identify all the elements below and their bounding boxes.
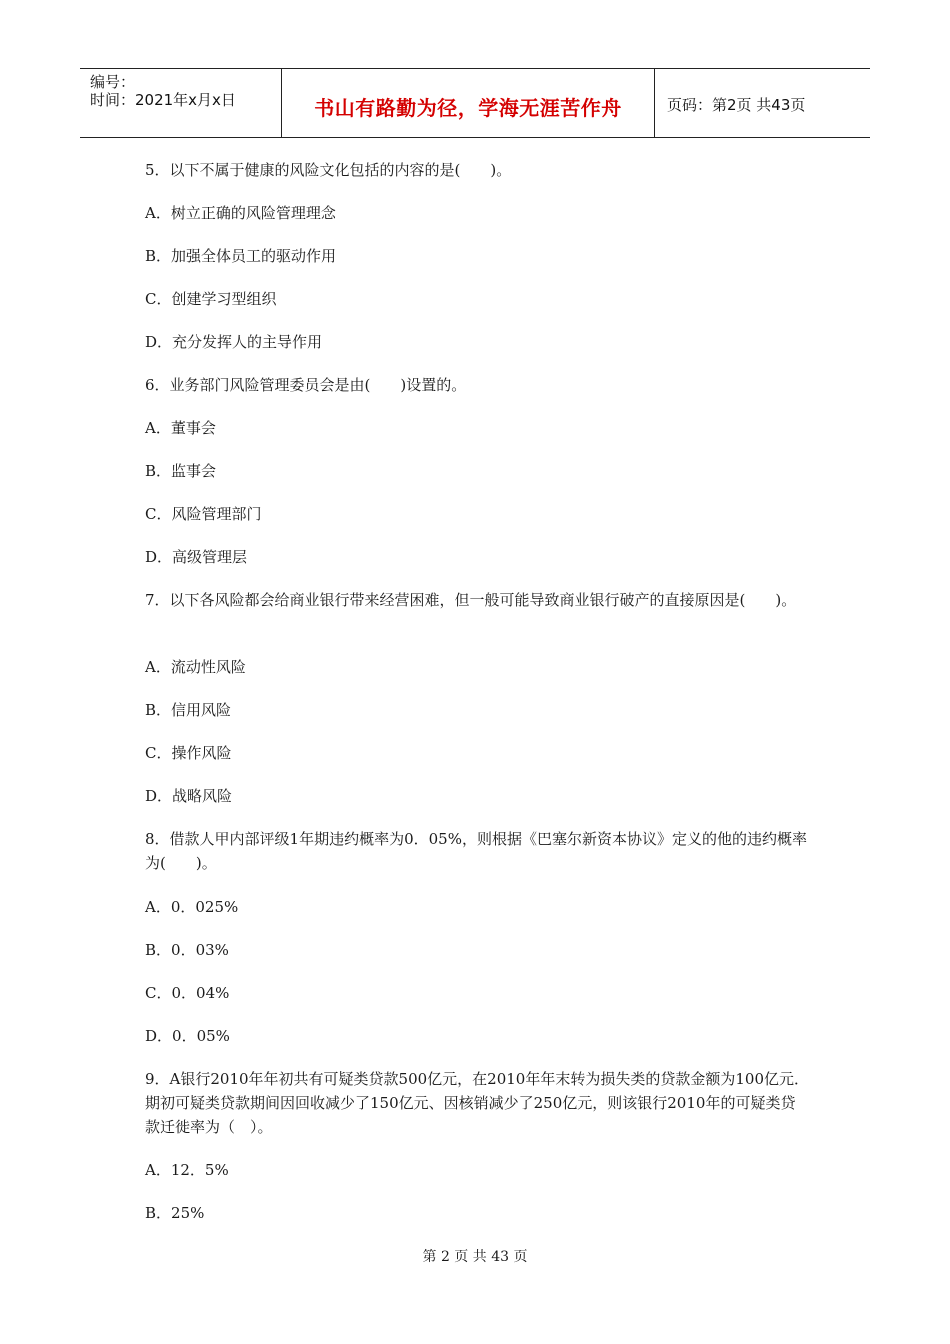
answer-option: D．0．05% (145, 1027, 230, 1045)
page-footer: 第 2 页 共 43 页 (422, 1249, 528, 1265)
answer-option: D．高级管理层 (145, 548, 248, 566)
header-motto-cell (282, 69, 655, 137)
answer-option: C．创建学习型组织 (145, 290, 277, 308)
answer-option: D．战略风险 (145, 787, 233, 805)
header-meta-cell (80, 69, 282, 137)
answer-option: A．12．5% (145, 1161, 229, 1179)
answer-option: B．加强全体员工的驱动作用 (145, 247, 337, 265)
question-stem: 7．以下各风险都会给商业银行带来经营困难，但一般可能导致商业银行破产的直接原因是( )。 (145, 591, 797, 609)
answer-option: A．董事会 (145, 419, 216, 437)
answer-option: C．操作风险 (145, 744, 232, 762)
answer-option: A．0．025% (145, 898, 239, 916)
answer-option: B．监事会 (145, 462, 217, 480)
answer-option: B．信用风险 (145, 701, 232, 719)
question-stem: 5．以下不属于健康的风险文化包括的内容的是( )。 (145, 161, 512, 179)
header-page-info: 页码：第2页 共43页 (667, 96, 806, 114)
question-stem: 6．业务部门风险管理委员会是由( )设置的。 (145, 376, 467, 394)
answer-option: B．25% (145, 1204, 205, 1222)
answer-option: A．树立正确的风险管理理念 (145, 204, 336, 222)
motto: 书山有路勤为径，学海无涯苦作舟 (314, 96, 622, 120)
answer-option: D．充分发挥人的主导作用 (145, 333, 323, 351)
question-stem: 8．借款人甲内部评级1年期违约概率为0．05%，则根据《巴塞尔新资本协议》定义的他的违约概率为( )。 (145, 830, 807, 872)
answer-option: A．流动性风险 (145, 658, 246, 676)
answer-option: C．风险管理部门 (145, 505, 262, 523)
answer-option: C．0．04% (145, 984, 230, 1002)
serial-label: 编号： (90, 73, 136, 91)
time-label: 时间：2021年x月x日 (90, 91, 236, 109)
question-stem: 9．A银行2010年年初共有可疑类贷款500亿元，在2010年年末转为损失类的贷款金额为100亿元．期初可疑类贷款期间因回收减少了150亿元、因核销减少了250亿元，则该银行2010年的可疑类贷款迁徙率为（ ）。 (145, 1070, 809, 1136)
answer-option: B．0．03% (145, 941, 229, 959)
page-header (80, 68, 870, 138)
header-page-cell (655, 69, 870, 137)
